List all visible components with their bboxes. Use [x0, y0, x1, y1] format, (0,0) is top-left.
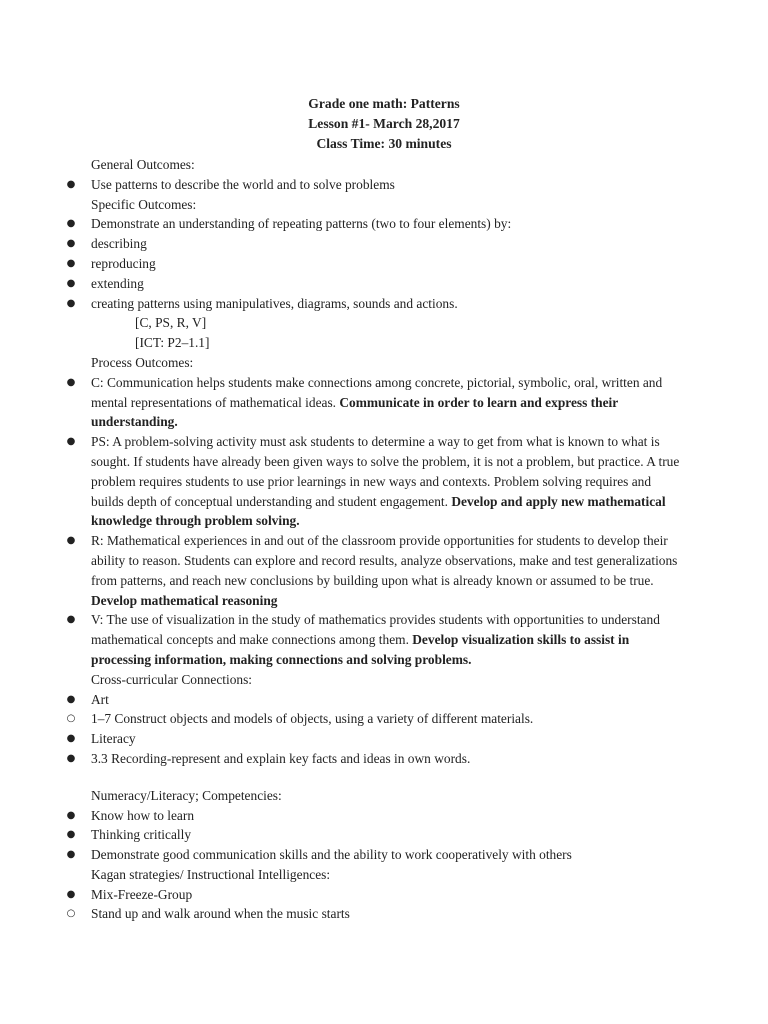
list-item: ● extending [64, 274, 684, 294]
process-r-bold: Develop mathematical reasoning [91, 592, 278, 608]
bullet-filled-icon: ● [66, 752, 76, 764]
list-item: ● Art [64, 690, 684, 710]
title-subject: Grade one math: Patterns [308, 96, 460, 111]
bullet-filled-icon: ● [66, 178, 76, 190]
bullet-filled-icon: ● [66, 614, 76, 626]
bullet-filled-icon: ● [66, 849, 76, 861]
process-c-text: C: Communication helps students make connections among concrete, pictorial, symbolic, oral, written and mental representations of mathematical ideas. [91, 374, 663, 410]
list-item: ● Know how to learn [64, 806, 684, 826]
list-item [64, 610, 684, 669]
list-item: ● Demonstrate an understanding of repeating patterns (two to four elements) by: [64, 214, 684, 234]
bullet-filled-icon: ● [66, 829, 76, 841]
title-class-time: Class Time: 30 minutes [316, 136, 452, 151]
bullet-filled-icon: ● [66, 888, 76, 900]
general-outcomes-heading: General Outcomes: [91, 157, 195, 172]
bullet-filled-icon: ● [66, 376, 76, 388]
process-ps-bold: Develop and apply new mathematical knowledge through problem solving. [91, 493, 666, 529]
list-item: ● Literacy [64, 729, 684, 749]
list-item [64, 531, 684, 610]
bullet-filled-icon: ● [66, 436, 76, 448]
competencies-heading: Numeracy/Literacy; Competencies: [91, 787, 282, 803]
process-outcomes-heading: Process Outcomes: [91, 354, 194, 370]
bullet-filled-icon: ● [66, 809, 76, 821]
process-c-bold: Communicate in order to learn and express their understanding. [91, 394, 618, 430]
bullet-filled-icon: ● [66, 297, 76, 309]
bullet-filled-icon: ● [66, 693, 76, 705]
list-item: ● describing [64, 234, 684, 254]
bullet-filled-icon: ● [66, 218, 76, 230]
list-item: ○ 1–7 Construct objects and models of objects, using a variety of different materials. [64, 709, 684, 729]
cross-curricular-heading: Cross-curricular Connections: [91, 671, 253, 687]
bullet-filled-icon: ● [66, 238, 76, 250]
bullet-hollow-icon: ○ [66, 713, 76, 725]
list-item: ● reproducing [64, 254, 684, 274]
title-lesson: Lesson #1- March 28,2017 [308, 116, 460, 131]
list-item: ● creating patterns using manipulatives, diagrams, sounds and actions. [64, 294, 684, 314]
process-ps-text: PS: A problem-solving activity must ask students to determine a way to get from what is known to what is sought. If students have already been given ways to solve the problem, it is not a problem, but practice. A true problem requires students to use prior learnings in new ways and contexts. Problem solving requires and builds depth of conceptual understanding and student engagement. [91, 434, 680, 509]
bullet-filled-icon: ● [66, 257, 76, 269]
document-title [0, 94, 768, 154]
process-v-text: V: The use of visualization in the study of mathematics provides students with opportunities to understand mathematical concepts and make connections among them. [91, 612, 660, 648]
list-item: ● Mix-Freeze-Group [64, 885, 684, 905]
bullet-filled-icon: ● [66, 277, 76, 289]
list-item: ● 3.3 Recording-represent and explain key facts and ideas in own words. [64, 749, 684, 769]
bullet-filled-icon: ● [66, 733, 76, 745]
outcome-code: [C, PS, R, V] [135, 315, 207, 331]
list-item [64, 373, 684, 432]
process-r-text: R: Mathematical experiences in and out of the classroom provide opportunities for students to develop their ability to reason. Students can explore and record results, analyze observations, make and test generalizations from patterns, and reach new conclusions by building upon what is already known or assumed to be true. [91, 533, 678, 588]
process-v-bold: Develop visualization skills to assist in processing information, making connections and solving problems. [91, 632, 630, 667]
document-body [64, 155, 684, 924]
bullet-filled-icon: ● [66, 535, 76, 547]
list-item [64, 432, 684, 531]
kagan-heading: Kagan strategies/ Instructional Intelligences: [91, 866, 331, 882]
bullet-hollow-icon: ○ [66, 908, 76, 920]
list-item: ● Thinking critically [64, 825, 684, 845]
list-item: ● Demonstrate good communication skills and the ability to work cooperatively with others [64, 845, 684, 865]
blank-line [64, 769, 684, 786]
list-item: ○ Stand up and walk around when the music starts [64, 904, 684, 924]
specific-outcomes-heading: Specific Outcomes: [91, 196, 197, 212]
list-item: ● Use patterns to describe the world and to solve problems [64, 175, 684, 195]
outcome-code: [ICT: P2–1.1] [135, 335, 210, 351]
